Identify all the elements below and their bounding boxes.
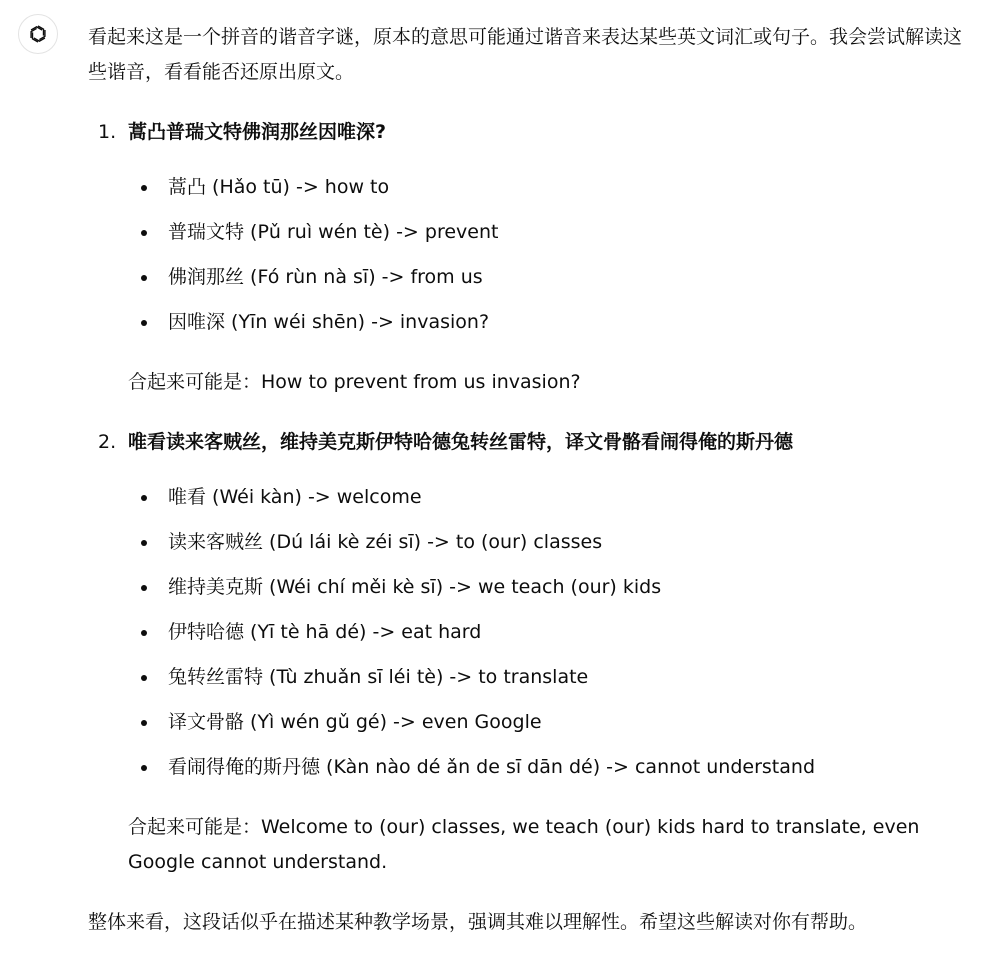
bullet-item	[128, 525, 978, 570]
bullet-item	[128, 750, 978, 795]
bullet-text: 唯看 (Wéi kàn) -> welcome	[168, 486, 422, 508]
bullet-dot	[141, 720, 147, 726]
bullet-dot	[141, 495, 147, 501]
bullet-text: 蒿凸 (Hǎo tū) -> how to	[168, 176, 390, 198]
bullet-item	[128, 615, 978, 660]
summary-text: 合起来可能是：Welcome to (our) classes, we teach (our) kids hard to translate, even Google cannot understand.	[128, 816, 920, 873]
bullet-list	[128, 170, 978, 350]
summary-text: 合起来可能是：How to prevent from us invasion?	[128, 371, 581, 393]
bullet-text: 译文骨骼 (Yì wén gǔ gé) -> even Google	[168, 711, 542, 733]
bullet-dot	[141, 585, 147, 591]
list-heading: 唯看读来客贼丝，维持美克斯伊特哈德兔转丝雷特，译文骨骼看闹得俺的斯丹德	[128, 431, 794, 453]
bullet-item	[128, 660, 978, 705]
bullet-text: 伊特哈德 (Yī tè hā dé) -> eat hard	[168, 621, 482, 643]
bullet-text: 因唯深 (Yīn wéi shēn) -> invasion?	[168, 311, 490, 333]
closing-paragraph: 整体来看，这段话似乎在描述某种教学场景，强调其难以理解性。希望这些解读对你有帮助。	[88, 911, 868, 933]
intro-paragraph: 看起来这是一个拼音的谐音字谜，原本的意思可能通过谐音来表达某些英文词汇或句子。我会尝试解读这些谐音，看看能否还原出原文。	[88, 26, 963, 83]
bullet-text: 读来客贼丝 (Dú lái kè zéi sī) -> to (our) classes	[168, 531, 603, 553]
list-item	[88, 115, 978, 400]
assistant-message	[88, 20, 978, 940]
bullet-text: 维持美克斯 (Wéi chí měi kè sī) -> we teach (our) kids	[168, 576, 662, 598]
bullet-text: 普瑞文特 (Pǔ ruì wén tè) -> prevent	[168, 221, 499, 243]
bullet-text: 看闹得俺的斯丹德 (Kàn nào dé ǎn de sī dān dé) -> cannot understand	[168, 756, 816, 778]
list-heading: 蒿凸普瑞文特佛润那丝因唯深?	[128, 121, 387, 143]
bullet-item	[128, 705, 978, 750]
list-number: 2.	[98, 431, 117, 453]
bullet-dot	[141, 630, 147, 636]
bullet-list	[128, 480, 978, 795]
list-number: 1.	[98, 121, 117, 143]
list-item	[88, 425, 978, 880]
bullet-dot	[141, 540, 147, 546]
assistant-avatar	[18, 14, 58, 54]
bullet-item	[128, 570, 978, 615]
bullet-item	[128, 260, 978, 305]
bullet-item	[128, 305, 978, 350]
openai-logo-icon	[26, 22, 50, 46]
bullet-dot	[141, 230, 147, 236]
bullet-dot	[141, 765, 147, 771]
bullet-item	[128, 170, 978, 215]
bullet-dot	[141, 675, 147, 681]
bullet-dot	[141, 320, 147, 326]
bullet-text: 兔转丝雷特 (Tù zhuǎn sī léi tè) -> to translate	[168, 666, 589, 688]
bullet-item	[128, 480, 978, 525]
bullet-dot	[141, 275, 147, 281]
bullet-dot	[141, 185, 147, 191]
bullet-text: 佛润那丝 (Fó rùn nà sī) -> from us	[168, 266, 483, 288]
bullet-item	[128, 215, 978, 260]
